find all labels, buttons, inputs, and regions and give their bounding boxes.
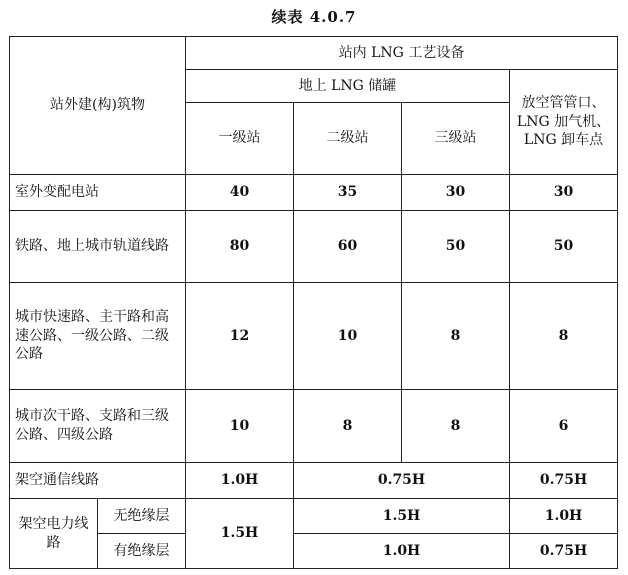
cell: 6 — [510, 390, 618, 463]
cell: 8 — [510, 283, 618, 390]
cell: 8 — [294, 390, 402, 463]
cell: 1.0H — [294, 534, 510, 569]
spacing-table — [9, 36, 618, 569]
cell: 0.75H — [294, 463, 510, 499]
table-row — [10, 175, 618, 211]
cell: 30 — [510, 175, 618, 211]
tank-group-header: 地上 LNG 储罐 — [186, 70, 510, 103]
table-row — [10, 463, 618, 499]
cell: 1.5H — [186, 499, 294, 569]
cell: 10 — [294, 283, 402, 390]
row-label: 城市快速路、主干路和高速公路、一级公路、二级公路 — [10, 283, 186, 390]
col-header-3: 三级站 — [402, 103, 510, 175]
sub-label: 无绝缘层 — [98, 499, 186, 534]
row-label: 架空电力线路 — [10, 499, 98, 569]
cell: 1.5H — [294, 499, 510, 534]
table-row — [10, 211, 618, 283]
row-label-header: 站外建(构)筑物 — [10, 37, 186, 175]
cell: 40 — [186, 175, 294, 211]
table-row — [10, 283, 618, 390]
row-label: 架空通信线路 — [10, 463, 186, 499]
col-header-1: 一级站 — [186, 103, 294, 175]
table-row — [10, 390, 618, 463]
cell: 60 — [294, 211, 402, 283]
cell: 1.0H — [186, 463, 294, 499]
equipment-group-header: 站内 LNG 工艺设备 — [186, 37, 618, 70]
cell: 8 — [402, 390, 510, 463]
cell: 50 — [402, 211, 510, 283]
cell: 30 — [402, 175, 510, 211]
row-label: 室外变配电站 — [10, 175, 186, 211]
table-row — [10, 37, 618, 70]
row-label: 城市次干路、支路和三级公路、四级公路 — [10, 390, 186, 463]
cell: 50 — [510, 211, 618, 283]
table-row — [10, 499, 618, 534]
cell: 1.0H — [510, 499, 618, 534]
cell: 8 — [402, 283, 510, 390]
cell: 35 — [294, 175, 402, 211]
cell: 0.75H — [510, 463, 618, 499]
cell: 0.75H — [510, 534, 618, 569]
cell: 10 — [186, 390, 294, 463]
col-header-2: 二级站 — [294, 103, 402, 175]
table-caption: 续表 4.0.7 — [271, 8, 357, 26]
sub-label: 有绝缘层 — [98, 534, 186, 569]
cell: 12 — [186, 283, 294, 390]
row-label: 铁路、地上城市轨道线路 — [10, 211, 186, 283]
table-row — [10, 534, 618, 569]
equip-header: 放空管管口、LNG 加气机、LNG 卸车点 — [510, 70, 618, 175]
cell: 80 — [186, 211, 294, 283]
